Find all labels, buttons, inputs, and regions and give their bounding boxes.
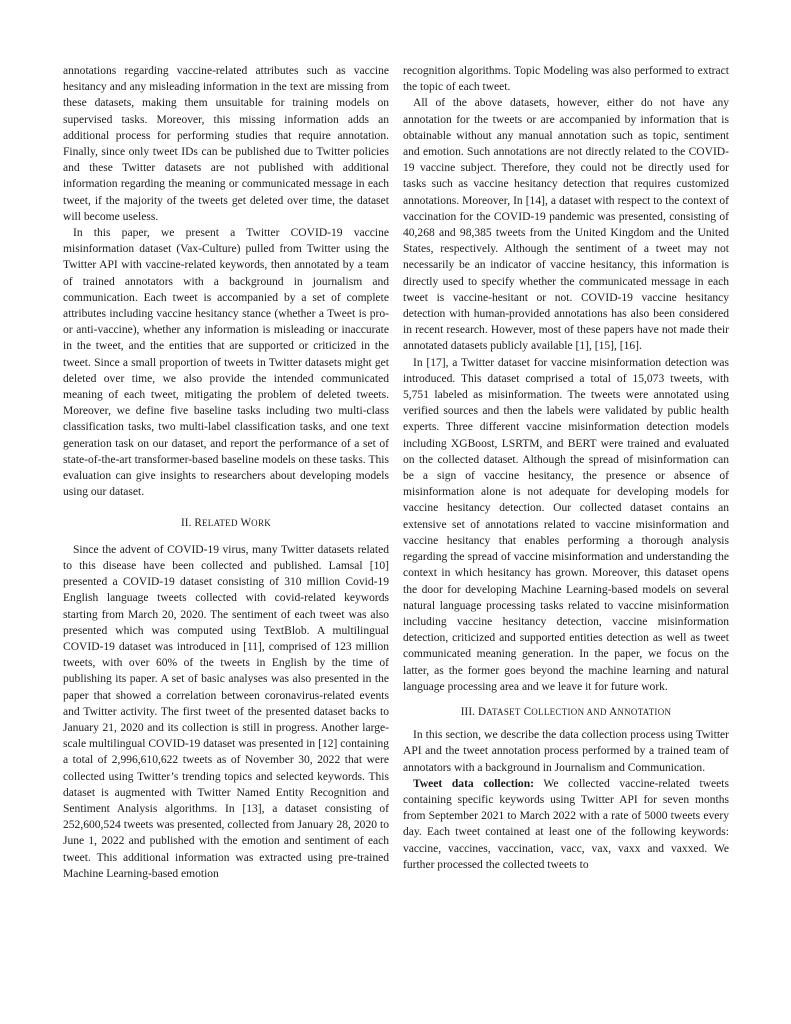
section-heading-dataset-collection: III. DATASET COLLECTION AND ANNOTATION [460, 705, 672, 718]
left-paragraph-3: Since the advent of COVID-19 virus, many Twitter datasets related to this disease have been collected and published. Lamsal [10] presented a COVID-19 dataset consisting of 310 million Covid-19 English language tweets collected with covid-related keywords starting from March 20, 2020. The sentiment of each tweet was also presented which was computed using TextBlob. A multilingual COVID-19 dataset was introduced in [11], comprised of 123 million tweets, with over 60% of the tweets in English by the time of publishing its paper. A set of basic analyses was also presented in the paper that showed a correlation between coronavirus-related events and Twitter activity. The first tweet of the presented dataset backs to January 21, 2020 and its collection is still in progress. Another large-scale multilingual COVID-19 dataset was presented in [12] containing a total of 2,996,610,622 tweets as of November 30, 2022 that were collected using Twitter’s trending topics and selected keywords. This dataset is augmented with Twitter Named Entity Recognition and Sentiment Analysis algorithms. In [13], a dataset consisting of 252,600,524 tweets was presented, collected from January 28, 2020 to June 1, 2022 and published with the emotion and sentiment of each tweet. This additional information was extracted using pre-trained Machine Learning-based emotion [63, 543, 389, 880]
right-paragraph-5: Tweet data collection: We collected vaccine-related tweets containing specific keywords using Twitter API for seven months from September 2021 to March 2022 with a rate of 5000 tweets every day. Each tweet contained at least one of the following keywords: vaccine, vaccines, vaccination, vacc, vax, vaxx and vaxxed. We further processed the collected tweets to [403, 777, 729, 871]
left-paragraph-2: In this paper, we present a Twitter COVID-19 vaccine misinformation dataset (Vax-Culture) pulled from Twitter using the Twitter API with vaccine-related keywords, then annotated by a team of trained annotators with a background in journalism and communication. Each tweet is accompanied by a set of complete attributes including vaccine hesitancy stance (whether a Tweet is pro- or anti-vaccine), whether any information is misleading or inaccurate in the tweet, and the entities that are supported or criticized in the tweet. Since a small proportion of tweets in Twitter datasets might get deleted over time, we also provide the intended communicated meaning of each tweet, mitigating the problem of deleted tweets. Moreover, we define five baseline tasks including two multi-class classification tasks, two multi-label classification tasks, and one text generation task on our dataset, and report the performance of a set of state-of-the-art transformer-based baseline models on these tasks. This evaluation can give insights to researchers about developing models using our dataset. [63, 227, 389, 499]
right-paragraph-2: All of the above datasets, however, either do not have any annotation for the tweets or are accompanied by information that is obtainable without any manual annotation such as topic, sentiment and emotion. Such annotations are not directly related to the COVID-19 vaccine subject. Therefore, they could not be directly used for tasks such as vaccine hesitancy detection that requires customized annotations. Moreover, In [14], a dataset with respect to the context of vaccination for the COVID-19 pandemic was presented, consisting of 40,268 and 98,385 tweets from the United Kingdom and the United States, respectively. Although the sentiment of a tweet may not necessarily be an indicator of vaccine hesitancy, this information is directly used to specify whether the communicated message in each tweet is vaccine-hesitant or not. COVID-19 vaccine hesitancy detection with human-provided annotations has also been considered in recent research. However, most of these papers have not made their annotated datasets publicly available [1], [15], [16]. [403, 97, 729, 353]
section-heading-related-work: II. RELATED WORK [180, 517, 272, 530]
left-paragraph-1: annotations regarding vaccine-related attributes such as vaccine hesitancy and any misleading information in the text are missing from these datasets, making them unsuitable for training models on supervised tasks. Moreover, this missing information adds an additional process for performing studies that require annotation. Finally, since only tweet IDs can be published due to Twitter policies and these Twitter datasets are not published with additional information regarding the meaning or communicated message in each tweet, if the majority of the tweets get deleted over time, the dataset will become useless. [63, 65, 389, 223]
right-paragraph-3: In [17], a Twitter dataset for vaccine misinformation detection was introduced. This dataset comprised a total of 15,073 tweets, with 5,751 labeled as misinformation. The tweets were annotated using verified sources and then the labels were validated by public health experts. Three different vaccine misinformation detection models including XGBoost, LSRTM, and BERT were trained and evaluated on the collected dataset. Although the spread of misinformation can be a sign of vaccine hesitancy, the presence or absence of misinformation alone is not adequate for developing models for vaccine hesitancy detection. Our collected dataset contains an extensive set of annotations related to vaccine misinformation and vaccine hesitancy that enables performing a thorough analysis regarding the spread of vaccine misinformation and understanding the context in which hesitancy has grown. Moreover, this dataset opens the door for developing Machine Learning-based models on several natural language processing tasks related to vaccine misinformation including vaccine hesitancy detection, vaccine misinformation detection, criticized and supported entities detection as well as tweet communicated meaning generation. In the paper, we focus on the latter, as the former goes beyond the machine learning and natural language processing area and we leave it for future work. [403, 356, 729, 693]
right-paragraph-1: recognition algorithms. Topic Modeling was also performed to extract the topic of each tweet. [403, 65, 729, 94]
left-column [63, 63, 389, 882]
right-column [403, 63, 729, 873]
tweet-data-collection-label: Tweet data collection: [413, 777, 534, 790]
right-paragraph-4: In this section, we describe the data collection process using Twitter API and the tweet annotation process performed by a trained team of annotators with a background in Journalism and Communication. [403, 729, 729, 774]
